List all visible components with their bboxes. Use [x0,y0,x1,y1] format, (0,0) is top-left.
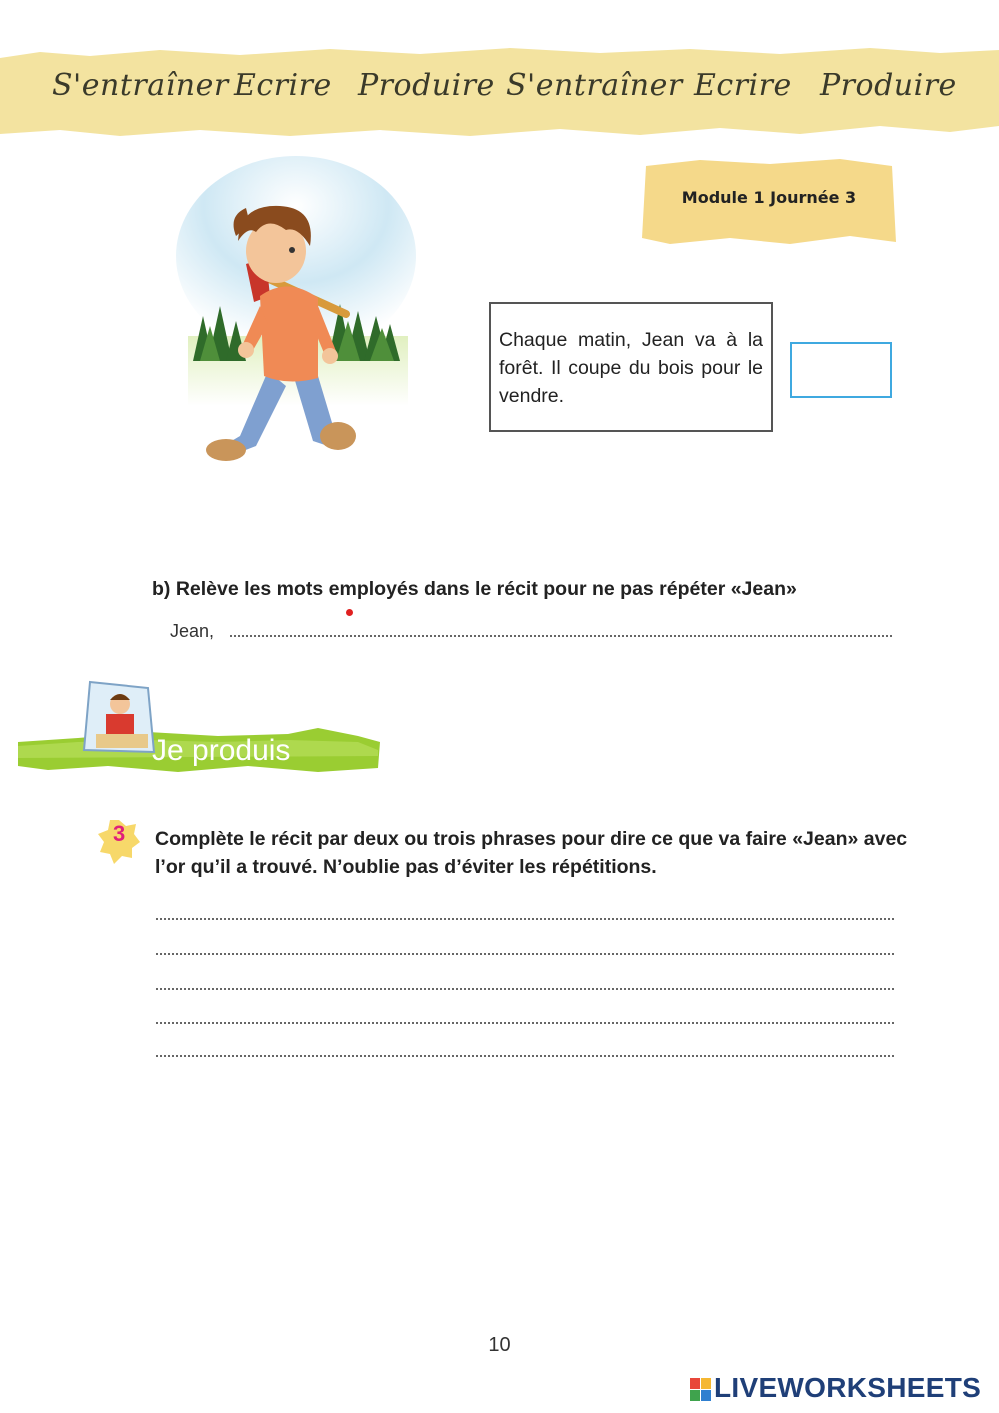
liveworksheets-logo[interactable] [690,1372,990,1406]
section-title: Je produis [152,734,291,767]
answer-lines[interactable] [156,910,894,1070]
dotted-answer-line[interactable] [230,635,892,637]
brand-name: LIVEWORKSHEETS [714,1372,982,1403]
story-text: Chaque matin, Jean va à la forêt. Il coupe du bois pour le vendre. [499,329,763,407]
banner-word: Produire [820,68,957,103]
je-produis-header [18,680,382,776]
story-text-box [489,302,773,432]
banner-word: Ecrire [694,68,792,103]
answer-line[interactable] [156,1055,894,1057]
question-number: 3 [113,821,126,846]
answer-line[interactable] [156,988,894,990]
answer-line[interactable] [156,1022,894,1024]
banner-word: Ecrire [234,68,332,103]
answer-line[interactable] [156,918,894,920]
banner-word: S'entraîner [506,68,683,103]
answer-input-box[interactable] [790,342,892,398]
question-3-prompt: Complète le récit par deux ou trois phrases pour dire ce que va faire «Jean» avec l’or qu’il a trouvé. N’oublie pas d’éviter les répétitions. [155,828,908,878]
header-banner [0,46,999,138]
page-number: 10 [488,1334,511,1356]
brand-icon [690,1378,712,1402]
child-writing-icon [84,682,154,752]
question-b-answer-line[interactable] [170,621,894,643]
question-b-prompt: b) Relève les mots employés dans le récit pour ne pas répéter «Jean» [152,578,797,600]
module-label: Module 1 Journée 3 [681,188,857,207]
answer-line[interactable] [156,953,894,955]
banner-words [0,46,999,138]
banner-word: Produire [358,68,495,103]
answer-start-label: Jean, [170,621,215,641]
illustration-boy-with-axe [168,146,424,512]
banner-word: S'entraîner [52,68,229,103]
module-tag [640,158,898,246]
marker-dot [346,609,353,616]
